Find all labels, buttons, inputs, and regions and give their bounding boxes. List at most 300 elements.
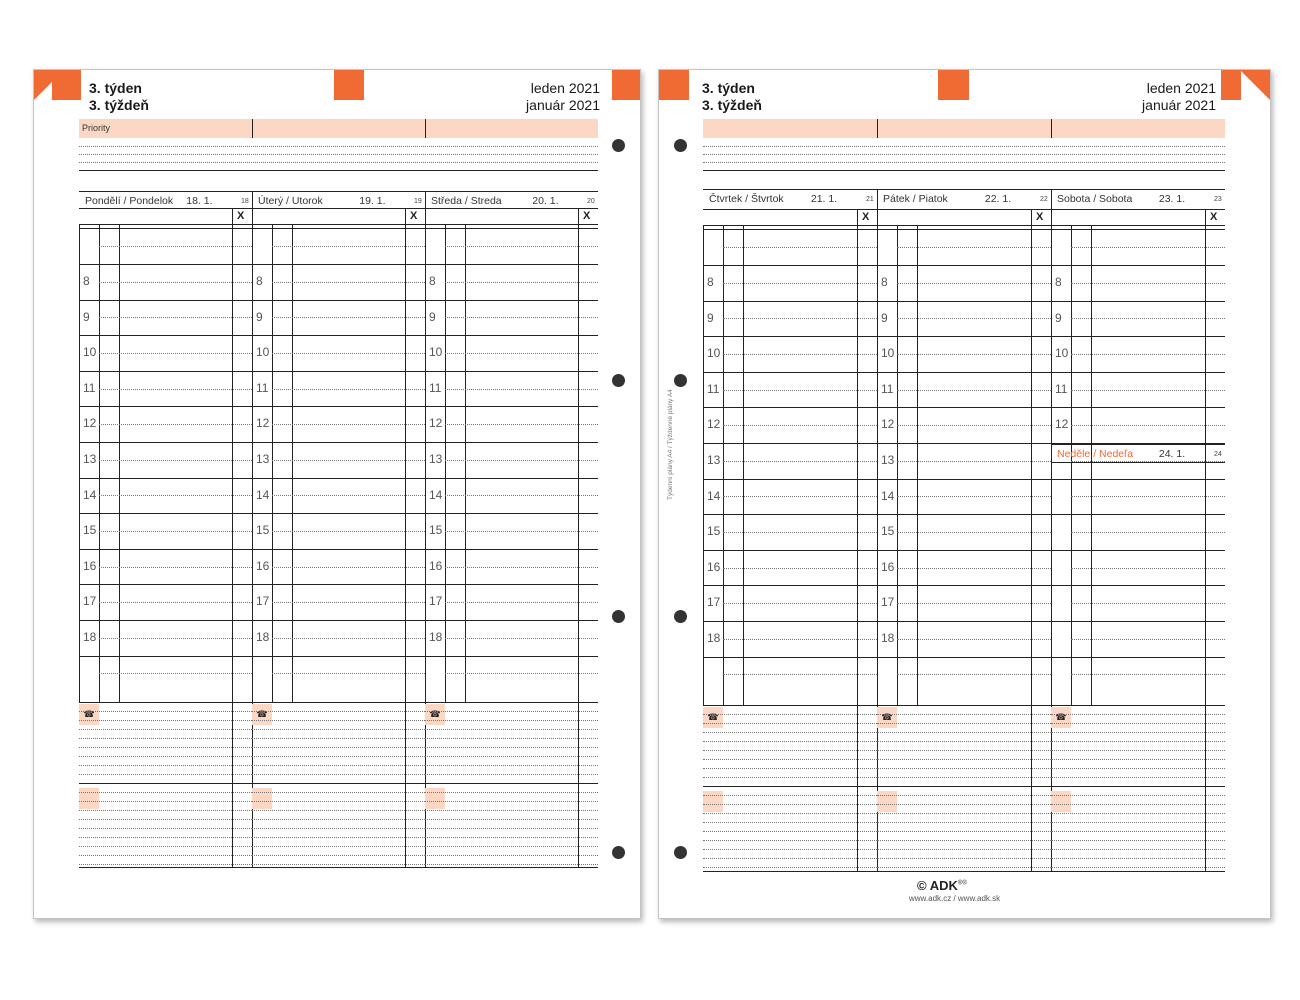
half-hour-line — [1071, 639, 1225, 640]
notes-line — [1051, 768, 1225, 769]
half-hour-line — [1071, 283, 1225, 284]
half-hour-line — [445, 424, 598, 425]
notes-line — [1051, 795, 1225, 796]
hour-line — [79, 264, 252, 265]
hour-line — [877, 229, 1051, 230]
hour-label: 13 — [881, 453, 895, 467]
brand-mark: ®® — [957, 880, 967, 887]
binder-hole — [674, 610, 687, 623]
notes-line — [703, 858, 877, 859]
hour-label: 16 — [429, 558, 443, 573]
hour-line — [79, 335, 252, 336]
notes-line — [79, 738, 252, 739]
notes-line — [703, 732, 877, 733]
notes-line — [252, 828, 425, 829]
half-hour-line — [99, 353, 252, 354]
notes-line — [425, 828, 598, 829]
half-hour-line — [1071, 496, 1225, 497]
notes-line — [877, 867, 1051, 868]
notes-line — [425, 801, 598, 802]
notes-line — [79, 720, 252, 721]
hour-line — [252, 406, 425, 407]
x-row-line — [1051, 225, 1225, 226]
hour-label: 13 — [83, 452, 97, 466]
notes-line — [1051, 813, 1225, 814]
half-hour-line — [897, 496, 1051, 497]
half-hour-line — [99, 602, 252, 603]
half-hour-line — [272, 282, 425, 283]
hour-label: 12 — [1055, 417, 1069, 432]
notes-line — [877, 714, 1051, 715]
notes-line — [703, 867, 877, 868]
notes-line — [425, 729, 598, 730]
priority-line — [79, 170, 598, 171]
hour-line — [703, 301, 877, 302]
half-hour-line — [723, 283, 877, 284]
half-hour-line — [897, 603, 1051, 604]
half-hour-line — [99, 460, 252, 461]
binder-hole — [674, 374, 687, 387]
notes-line — [703, 813, 877, 814]
x-row-line — [703, 225, 877, 226]
hour-line — [703, 336, 877, 337]
half-hour-line — [1071, 674, 1225, 675]
hour-label: 8 — [429, 274, 436, 288]
priority-line — [703, 154, 1225, 155]
hour-label: 18 — [256, 630, 270, 644]
notes-line — [252, 765, 425, 766]
priority-column-line — [292, 224, 293, 702]
notes-line — [425, 819, 598, 820]
notes-line — [252, 792, 425, 793]
notes-line — [425, 756, 598, 757]
hour-line — [252, 513, 425, 514]
notes-line — [1051, 822, 1225, 823]
binder-hole — [674, 139, 687, 152]
hour-line — [1051, 229, 1225, 230]
priority-divider — [425, 119, 426, 138]
hour-line — [252, 264, 425, 265]
hour-line — [79, 584, 252, 585]
hour-line — [1051, 301, 1225, 302]
hour-line — [1051, 657, 1225, 658]
notes-line — [425, 855, 598, 856]
notes-line — [1051, 723, 1225, 724]
hour-line — [703, 621, 877, 622]
hour-line — [252, 371, 425, 372]
notes-line — [252, 837, 425, 838]
half-hour-line — [897, 247, 1051, 248]
hour-label: 14 — [707, 488, 721, 503]
notes-line — [79, 846, 252, 847]
notes-line — [1051, 777, 1225, 778]
hour-line — [425, 549, 598, 550]
check-column-line — [857, 209, 858, 871]
orange-tab — [334, 70, 364, 100]
notes-line — [703, 795, 877, 796]
hour-line — [252, 442, 425, 443]
notes-line — [79, 828, 252, 829]
notes-top-line — [1051, 705, 1225, 706]
notes-line — [877, 750, 1051, 751]
half-hour-line — [723, 568, 877, 569]
notes-line — [877, 849, 1051, 850]
binder-hole — [612, 846, 625, 859]
hour-label: 11 — [256, 380, 269, 395]
notes-line — [79, 801, 252, 802]
notes-line — [79, 774, 252, 775]
priority-line — [79, 162, 598, 163]
notes-line — [425, 774, 598, 775]
half-hour-line — [445, 495, 598, 496]
half-hour-line — [99, 673, 252, 674]
hour-label: 17 — [707, 595, 721, 610]
notes-line — [1051, 840, 1225, 841]
hour-line — [1051, 407, 1225, 408]
half-hour-line — [272, 495, 425, 496]
notes-line — [1051, 849, 1225, 850]
notes-line — [79, 864, 252, 865]
month-cz: leden 2021 — [530, 80, 600, 96]
sunday-name: Neděle / Nedeľa — [1057, 448, 1134, 460]
hour-label: 12 — [881, 417, 895, 432]
notes-line — [425, 765, 598, 766]
hour-line — [252, 478, 425, 479]
hour-label: 17 — [881, 595, 895, 610]
half-hour-line — [272, 638, 425, 639]
priority-label: Priority — [82, 123, 111, 133]
half-hour-line — [897, 461, 1051, 462]
done-mark: X — [1210, 211, 1218, 223]
notes-line — [703, 777, 877, 778]
hour-line — [703, 657, 877, 658]
half-hour-line — [897, 283, 1051, 284]
notes-line — [1051, 732, 1225, 733]
half-hour-line — [445, 531, 598, 532]
day-number: 23 — [1214, 196, 1222, 203]
done-mark: X — [1036, 211, 1044, 223]
hour-line — [79, 371, 252, 372]
half-hour-line — [1071, 247, 1225, 248]
hour-line — [79, 513, 252, 514]
hour-line — [79, 620, 252, 621]
hour-line — [425, 228, 598, 229]
notes-top-line — [425, 702, 598, 703]
hour-label: 10 — [1055, 346, 1069, 361]
hour-label: 16 — [707, 559, 721, 574]
hour-line — [877, 585, 1051, 586]
hour-line — [425, 264, 598, 265]
notes-line — [79, 837, 252, 838]
hour-label: 8 — [1055, 275, 1062, 289]
priority-line — [703, 162, 1225, 163]
orange-tab — [52, 70, 81, 100]
notes-line — [79, 810, 252, 811]
hour-label: 15 — [707, 524, 721, 539]
hour-label: 17 — [429, 594, 443, 609]
hour-label: 9 — [1055, 310, 1062, 325]
half-hour-line — [445, 353, 598, 354]
notes-line — [79, 747, 252, 748]
hour-label: 9 — [707, 310, 714, 325]
day-date: 20. 1. — [532, 195, 559, 207]
half-hour-line — [1071, 318, 1225, 319]
hour-label: 11 — [707, 381, 720, 396]
hour-label: 17 — [256, 594, 270, 609]
hour-line — [877, 301, 1051, 302]
notes-line — [1051, 741, 1225, 742]
half-hour-line — [897, 425, 1051, 426]
notes-line — [425, 846, 598, 847]
half-hour-line — [272, 317, 425, 318]
half-hour-line — [1071, 532, 1225, 533]
hour-line — [425, 513, 598, 514]
binder-hole — [612, 610, 625, 623]
hour-label: 9 — [881, 310, 888, 325]
notes-line — [703, 714, 877, 715]
hour-column-line — [1071, 225, 1072, 705]
priority-divider — [877, 119, 878, 138]
hour-label: 12 — [83, 416, 97, 431]
grid-bottom — [703, 871, 1225, 872]
half-hour-line — [272, 460, 425, 461]
hour-label: 18 — [83, 630, 97, 644]
half-hour-line — [723, 461, 877, 462]
half-hour-line — [723, 354, 877, 355]
hour-line — [425, 442, 598, 443]
notes-line — [425, 864, 598, 865]
half-hour-line — [272, 567, 425, 568]
notes-line — [79, 819, 252, 820]
half-hour-line — [99, 531, 252, 532]
notes-line — [877, 831, 1051, 832]
hour-label: 14 — [256, 487, 270, 502]
half-hour-line — [1071, 603, 1225, 604]
check-column-line — [1031, 209, 1032, 871]
hour-line — [252, 228, 425, 229]
notes-line — [877, 777, 1051, 778]
hour-line — [703, 372, 877, 373]
half-hour-line — [272, 424, 425, 425]
hour-label: 10 — [707, 346, 721, 361]
notes-top-line — [703, 705, 877, 706]
day-header-underline — [425, 208, 598, 209]
notes-line — [79, 756, 252, 757]
half-hour-line — [1071, 568, 1225, 569]
notes-top-line — [79, 702, 252, 703]
week-cz: 3. týden — [702, 80, 755, 96]
hour-line — [79, 406, 252, 407]
footer-urls: www.adk.cz / www.adk.sk — [909, 894, 1001, 903]
notes-line — [877, 732, 1051, 733]
notes-line — [252, 855, 425, 856]
priority-divider — [252, 119, 253, 138]
day-header-underline — [1051, 209, 1225, 210]
half-hour-line — [445, 317, 598, 318]
hour-label: 16 — [83, 558, 97, 573]
notes-line — [703, 750, 877, 751]
day-number: 20 — [587, 198, 595, 205]
priority-column-line — [917, 225, 918, 705]
notes-line — [252, 810, 425, 811]
day-date: 18. 1. — [186, 195, 213, 207]
hour-column-line — [723, 225, 724, 705]
hour-line — [425, 335, 598, 336]
phone-icon: ☎ — [252, 704, 272, 725]
hour-line — [425, 371, 598, 372]
sunday-header-line — [1051, 444, 1225, 445]
check-column-line — [405, 208, 406, 867]
day-date: 23. 1. — [1158, 193, 1186, 205]
half-hour-line — [272, 673, 425, 674]
hour-line — [703, 585, 877, 586]
notes-divider — [425, 783, 598, 784]
hour-line — [79, 549, 252, 550]
notes-line — [425, 747, 598, 748]
side-text: Týdenní plány A4 / Týždenné plány A4 — [667, 389, 674, 500]
hour-label: 12 — [707, 417, 721, 432]
hour-label: 18 — [429, 630, 443, 644]
hour-label: 11 — [429, 380, 442, 395]
phone-icon: ☎ — [425, 704, 445, 725]
hour-label: 14 — [881, 488, 895, 503]
month-cz: leden 2021 — [1146, 80, 1216, 96]
half-hour-line — [723, 639, 877, 640]
hour-label: 16 — [256, 558, 270, 573]
notes-line — [1051, 759, 1225, 760]
notes-line — [425, 792, 598, 793]
priority-line — [79, 146, 598, 147]
half-hour-line — [445, 282, 598, 283]
check-column-line — [578, 208, 579, 867]
notes-line — [703, 741, 877, 742]
hour-line — [425, 478, 598, 479]
day-number: 21 — [866, 196, 874, 203]
month-sk: január 2021 — [1142, 97, 1216, 113]
half-hour-line — [445, 567, 598, 568]
hour-line — [79, 228, 252, 229]
orange-tab — [938, 70, 969, 100]
x-row-line — [252, 224, 425, 225]
hour-label: 10 — [429, 345, 443, 360]
notes-line — [703, 840, 877, 841]
half-hour-line — [445, 638, 598, 639]
half-hour-line — [99, 495, 252, 496]
hour-column-line — [272, 224, 273, 702]
notes-line — [703, 822, 877, 823]
notes-top-line — [877, 705, 1051, 706]
priority-band — [703, 119, 1225, 138]
sunday-underline — [1051, 462, 1225, 463]
notes-line — [252, 756, 425, 757]
day-header-line — [79, 191, 598, 192]
hour-line — [252, 620, 425, 621]
phone-icon: ☎ — [877, 707, 897, 728]
hour-line — [877, 372, 1051, 373]
hour-label: 17 — [83, 594, 97, 609]
day-date: 19. 1. — [359, 195, 386, 207]
left-page — [33, 69, 641, 919]
half-hour-line — [723, 390, 877, 391]
week-sk: 3. týždeň — [702, 97, 762, 113]
hour-label: 10 — [83, 345, 97, 360]
hour-label: 11 — [881, 381, 894, 396]
half-hour-line — [723, 603, 877, 604]
notes-line — [703, 723, 877, 724]
half-hour-line — [445, 602, 598, 603]
half-hour-line — [897, 390, 1051, 391]
hour-line — [1051, 336, 1225, 337]
day-number: 19 — [414, 198, 422, 205]
half-hour-line — [897, 568, 1051, 569]
notes-top-line — [252, 702, 425, 703]
hour-label: 11 — [1055, 381, 1068, 396]
notes-line — [1051, 867, 1225, 868]
hour-line — [1051, 265, 1225, 266]
hour-label: 9 — [429, 309, 436, 324]
priority-band — [79, 119, 598, 138]
hour-line — [425, 656, 598, 657]
hour-label: 13 — [707, 453, 721, 467]
notes-line — [425, 720, 598, 721]
half-hour-line — [897, 354, 1051, 355]
notes-line — [79, 765, 252, 766]
hour-label: 18 — [707, 631, 721, 645]
hour-label: 13 — [256, 452, 270, 466]
half-hour-line — [897, 639, 1051, 640]
hour-label: 14 — [83, 487, 97, 502]
notes-line — [877, 741, 1051, 742]
hour-label: 15 — [429, 523, 443, 538]
hour-line — [877, 265, 1051, 266]
half-hour-line — [272, 602, 425, 603]
notes-line — [703, 759, 877, 760]
notes-line — [877, 723, 1051, 724]
hour-line — [877, 550, 1051, 551]
day-header-underline — [79, 208, 252, 209]
hour-label: 15 — [881, 524, 895, 539]
page-corner — [1240, 70, 1270, 100]
phone-icon: ☎ — [79, 704, 99, 725]
hour-line — [425, 620, 598, 621]
half-hour-line — [99, 567, 252, 568]
hour-line — [79, 442, 252, 443]
notes-line — [1051, 714, 1225, 715]
grid-bottom — [79, 867, 598, 868]
hour-line — [252, 584, 425, 585]
half-hour-line — [99, 282, 252, 283]
notes-line — [79, 729, 252, 730]
binder-hole — [612, 374, 625, 387]
hour-label: 10 — [256, 345, 270, 360]
hour-label: 8 — [707, 275, 714, 289]
half-hour-line — [723, 532, 877, 533]
phone-icon: ☎ — [703, 707, 723, 728]
notes-line — [877, 759, 1051, 760]
hour-label: 10 — [881, 346, 895, 361]
notes-line — [252, 711, 425, 712]
month-title — [526, 80, 600, 114]
week-sk: 3. týždeň — [89, 97, 149, 113]
right-page — [658, 69, 1271, 919]
hour-line — [425, 300, 598, 301]
day-name: Pátek / Piatok — [883, 193, 948, 205]
hour-line — [703, 229, 877, 230]
notes-divider — [79, 783, 252, 784]
half-hour-line — [99, 389, 252, 390]
hour-label: 11 — [83, 380, 96, 395]
notes-line — [877, 822, 1051, 823]
